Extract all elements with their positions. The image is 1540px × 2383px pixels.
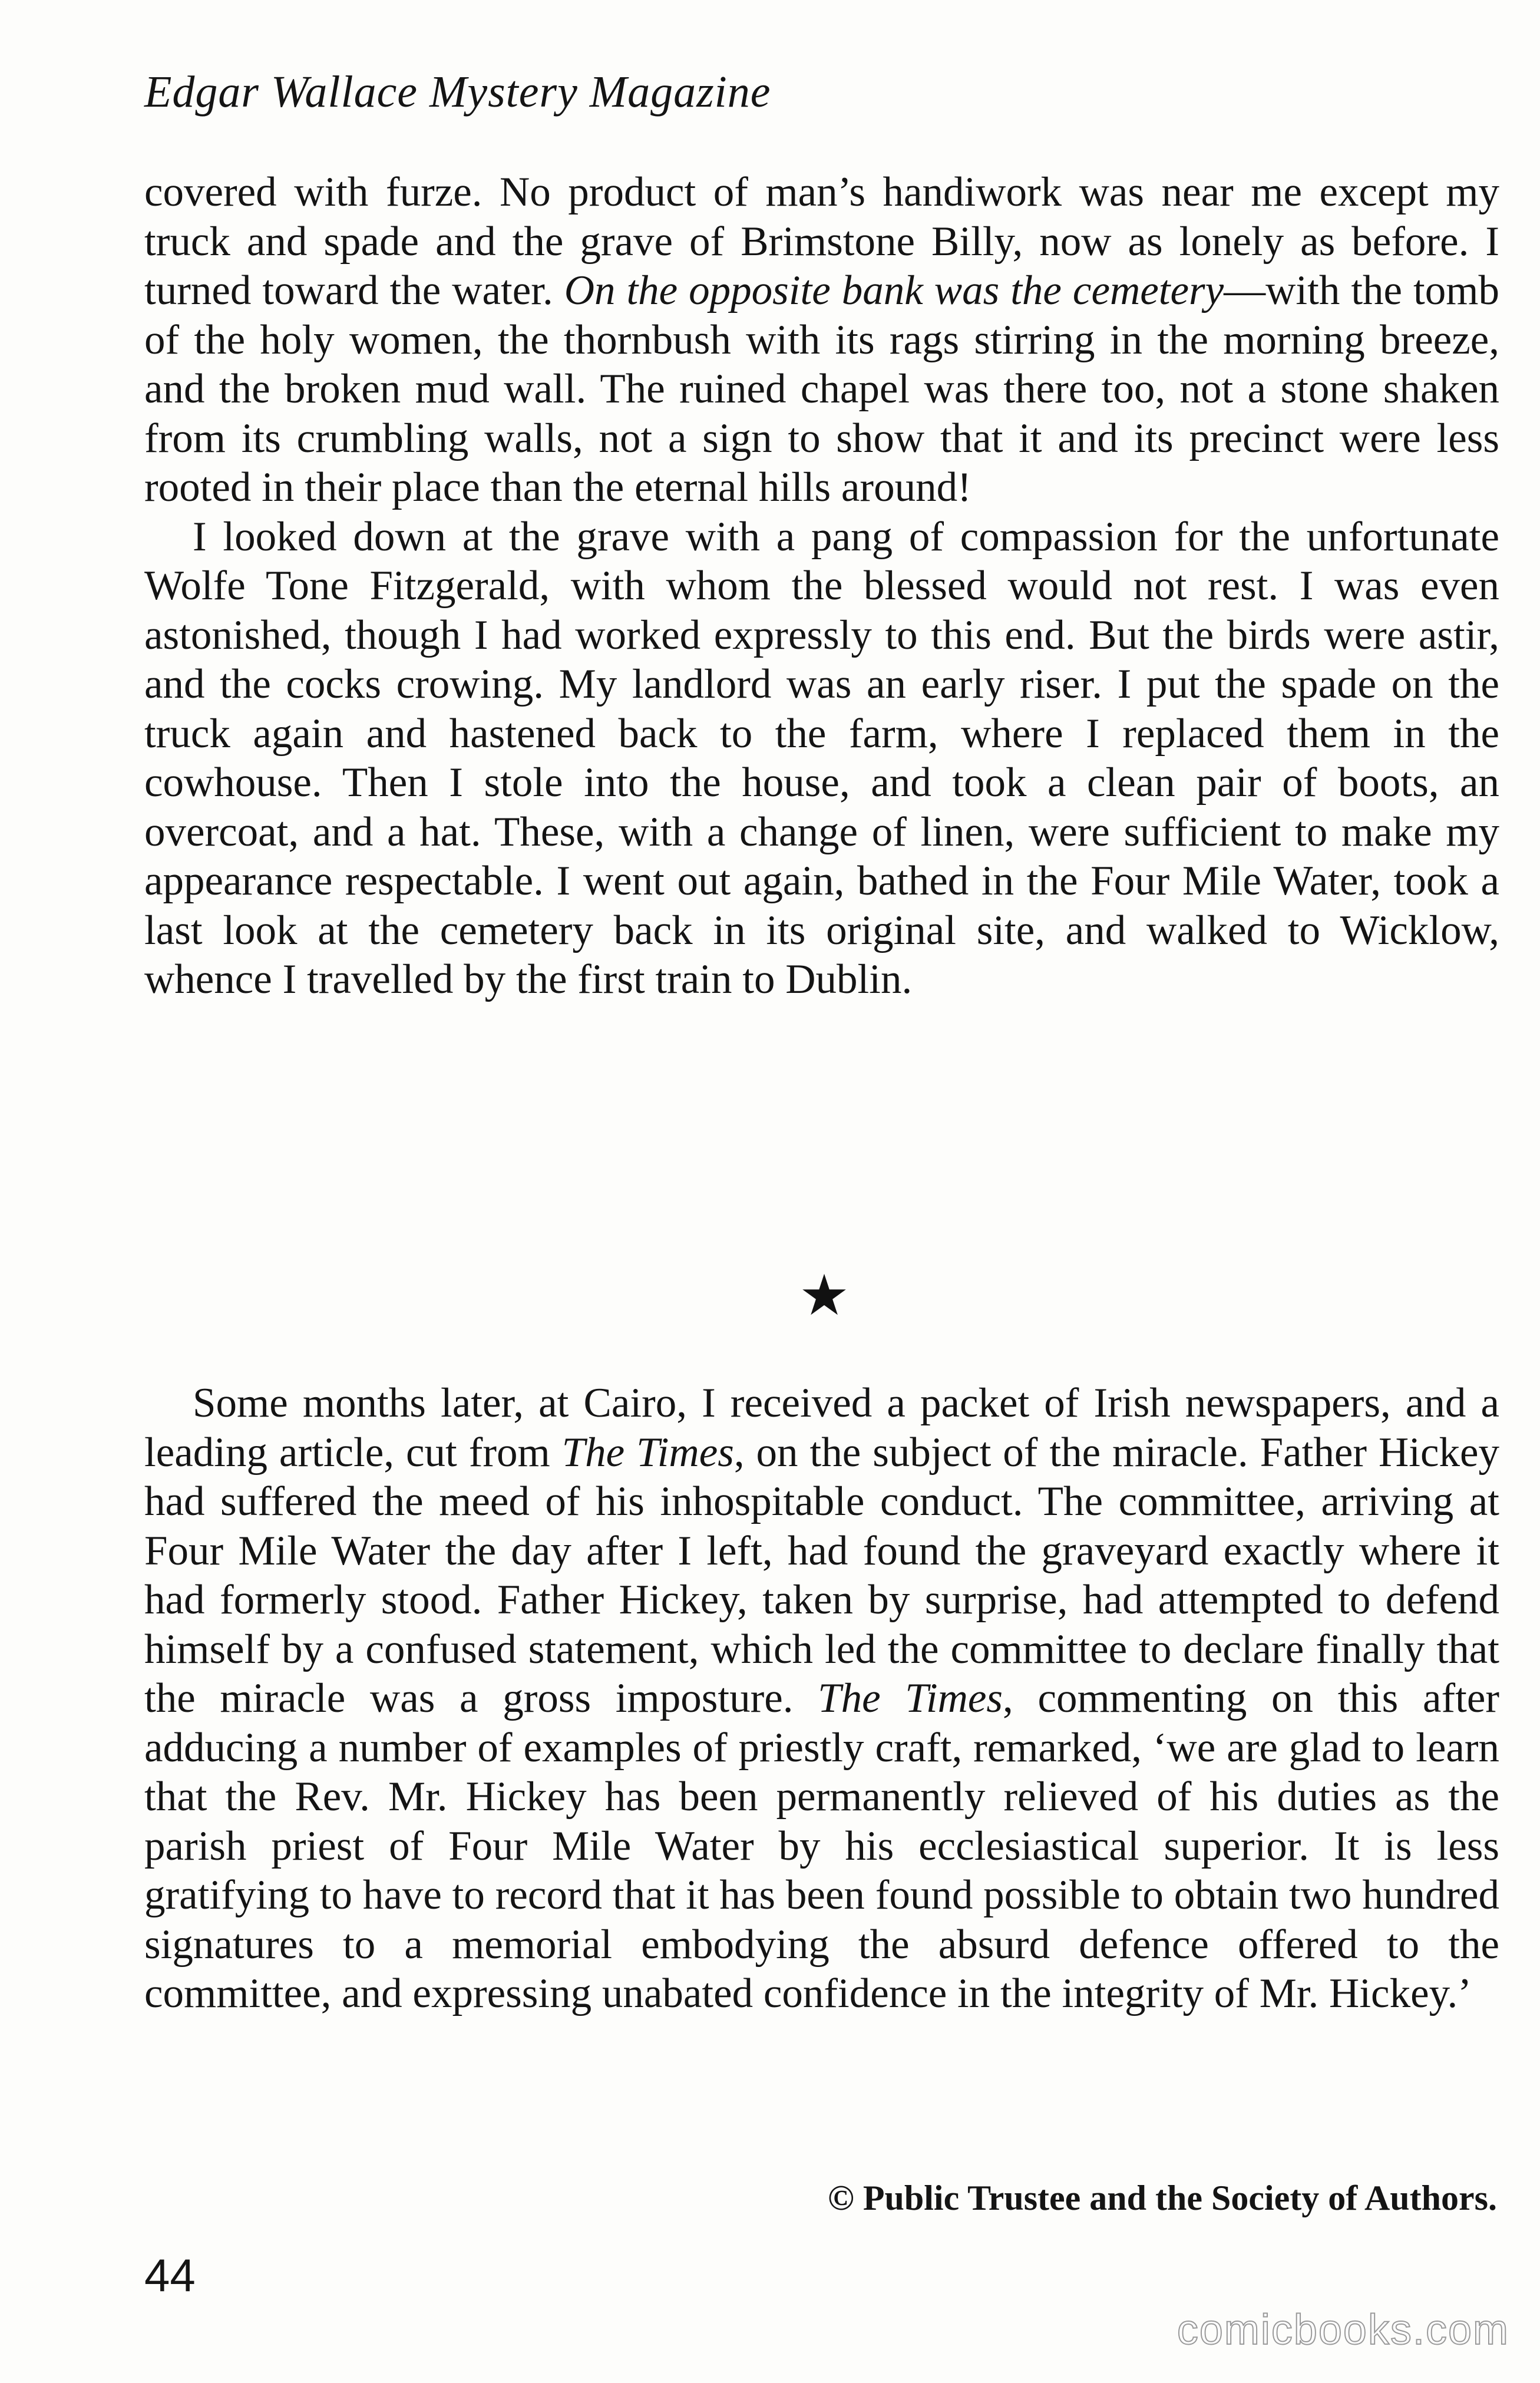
italic-title-the-times: The Times (561, 1429, 734, 1476)
watermark-logo: comicbooks.com (1177, 2306, 1509, 2354)
italic-phrase: On the opposite bank was the cemetery (564, 268, 1224, 313)
story-paragraph: I looked down at the grave with a pang of compassion for the unfortunate Wolfe Tone Fitzgerald, with whom the blessed would not rest. I was even astonished, though I had worked expressly to this end. But the birds were astir, and the cocks crowing. My landlord was an early riser. I put the spade on the truck again and hastened back to the farm, where I replaced them in the cowhouse. Then I stole into the house, and took a clean pair of boots, an overcoat, and a hat. These, with a change of linen, were sufficient to make my appearance respectable. I went out again, bathed in the Four Mile Water, took a last look at the cemetery back in its original site, and walked to Wicklow, whence I travelled by the first train to Dublin. (144, 513, 1499, 1002)
italic-title-the-times: The Times (818, 1675, 1003, 1721)
story-paragraph (144, 168, 1499, 513)
section-break-star-icon: ★ (799, 1262, 850, 1328)
story-paragraph (144, 1379, 1499, 2019)
paragraph-text: , on the subject of the miracle. Father Hickey had suffered the meed of his inhospitable conduct. The committee, arriving at Four Mile Water the day after I left, had found the graveyard exactly where it had formerly stood. Father Hickey, taken by surprise, had attempted to defend himself by a confused statement, which led the committee to declare finally that the miracle was a gross imposture. (144, 1429, 1499, 1721)
page-number: 44 (144, 2249, 196, 2301)
copyright-notice: © Public Trustee and the Society of Authors. (828, 2179, 1497, 2217)
paragraph-text: Some months later, at Cairo, I received a packet of Irish newspapers, and a leading article, cut from (144, 1380, 1499, 1476)
story-text-block-top (144, 168, 1499, 1005)
paragraph-text: , commenting on this after adducing a number of examples of priestly craft, remarked, ‘we are glad to learn that the Rev. Mr. Hickey has been permanently relieved of his duties as the parish priest of Four Mile Water by his ecclesiastical superior. It is less gratifying to have to record that it has been found possible to obtain two hundred signatures to a memorial embodying the absurd defence offered to the committee, and expressing unabated confidence in the integrity of Mr. Hickey.’ (144, 1675, 1499, 2016)
paragraph-text: —with the tomb of the holy women, the thornbush with its rags stirring in the morning breeze, and the broken mud wall. The ruined chapel was there too, not a stone shaken from its crumbling walls, not a sign to show that it and its precinct were less rooted in their place than the eternal hills around! (144, 268, 1500, 510)
paragraph-text: covered with furze. No product of man’s handiwork was near me except my truck and spade and the grave of Brimstone Billy, now as lonely as before. I turned toward the water. (144, 169, 1499, 313)
story-text-block-bottom (144, 1379, 1499, 2019)
running-head-title: Edgar Wallace Mystery Magazine (144, 67, 771, 117)
